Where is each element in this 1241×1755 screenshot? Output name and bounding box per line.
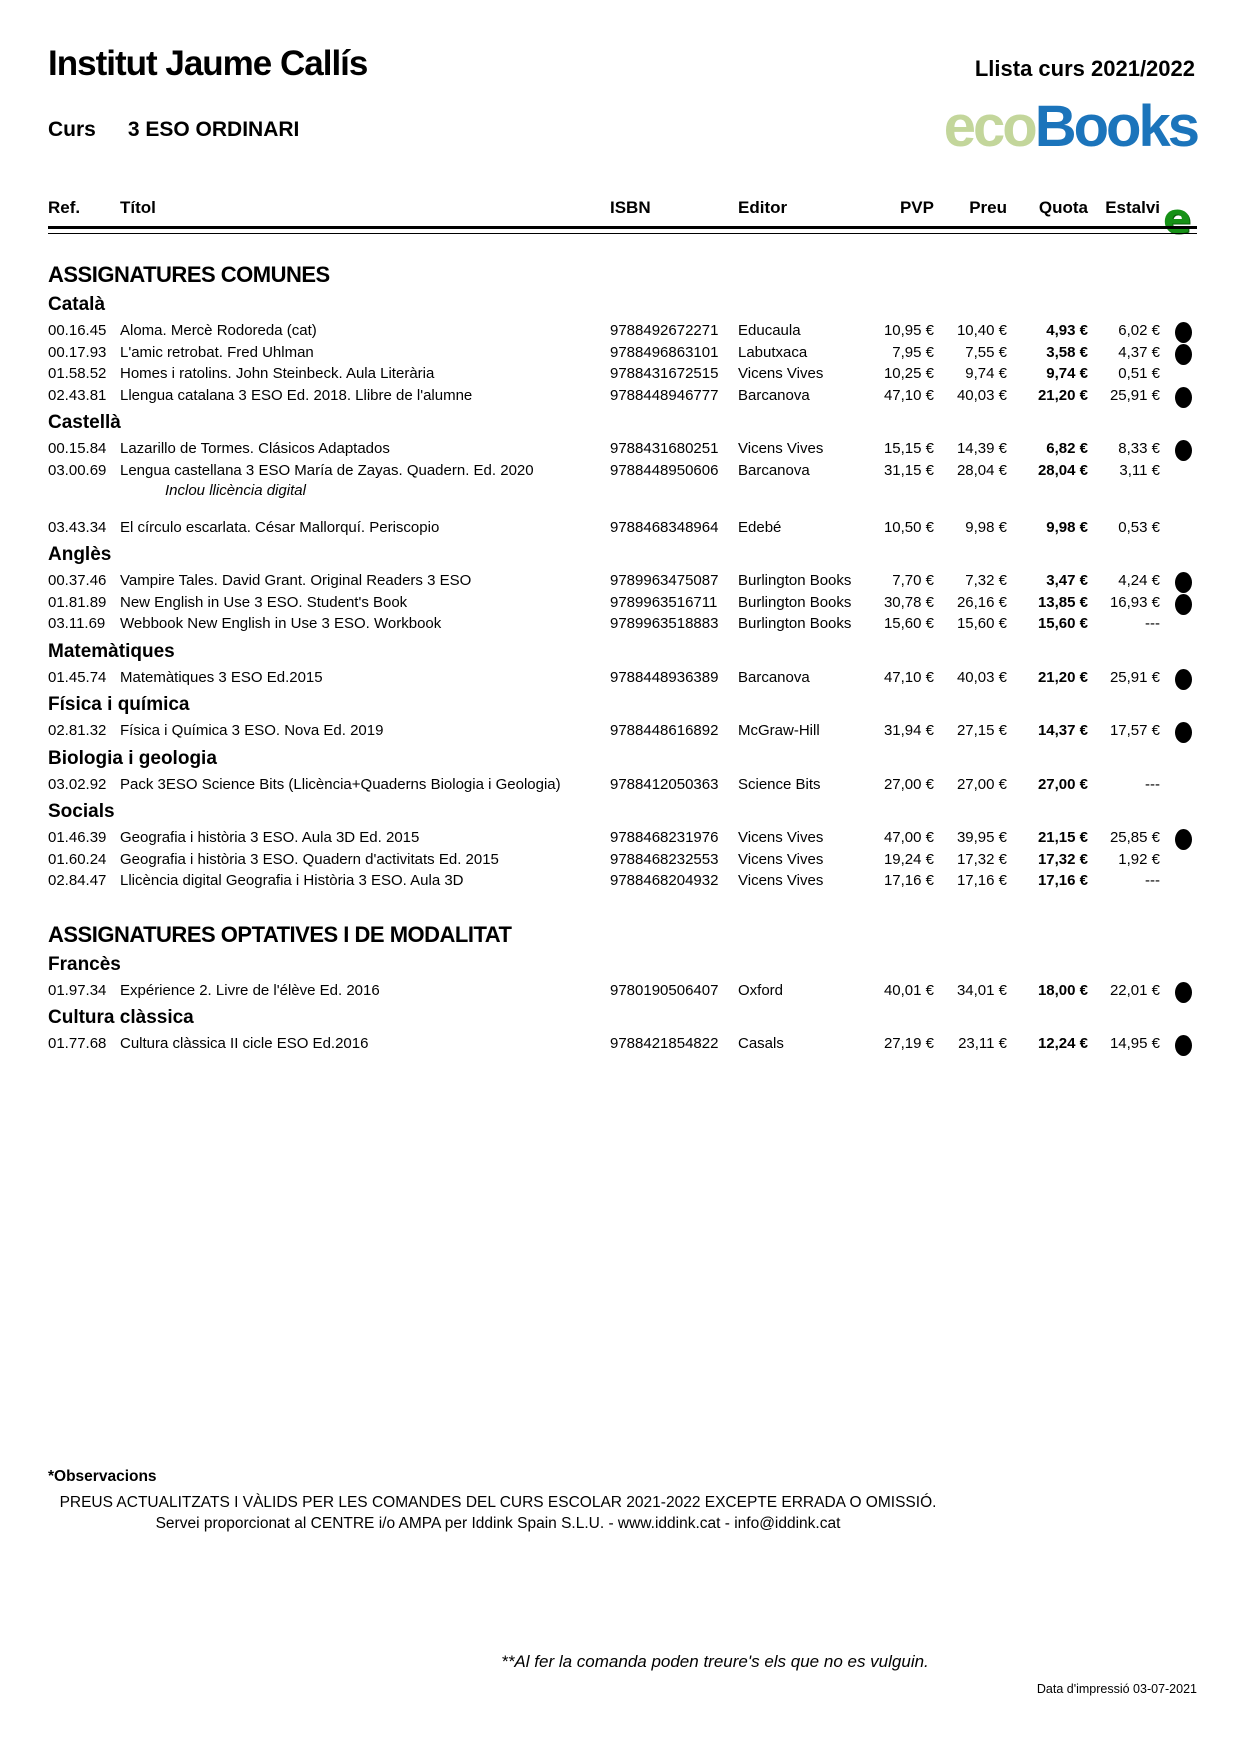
ref-cell: 00.37.46 bbox=[48, 572, 107, 589]
ref-cell: 02.43.81 bbox=[48, 386, 107, 404]
title-cell: Lengua castellana 3 ESO María de Zayas. Quadern. Ed. 2020 bbox=[120, 461, 534, 479]
column-header-preu: Preu bbox=[969, 198, 1007, 217]
ref-cell: 01.77.68 bbox=[48, 1035, 107, 1052]
editor-cell: Vicens Vives bbox=[738, 829, 824, 846]
column-header-isbn: ISBN bbox=[610, 198, 651, 217]
section-title: ASSIGNATURES OPTATIVES I DE MODALITAT bbox=[48, 921, 512, 947]
quota-cell: 18,00 € bbox=[1037, 981, 1088, 999]
preu-cell: 40,03 € bbox=[956, 386, 1007, 404]
title-cell: Geografia i història 3 ESO. Aula 3D Ed. 2015 bbox=[120, 829, 420, 846]
dot-icon bbox=[1175, 440, 1192, 461]
isbn-cell: 9789963518883 bbox=[610, 615, 719, 632]
dot-icon bbox=[1175, 982, 1192, 1003]
editor-cell: Barcanova bbox=[738, 668, 810, 686]
isbn-cell: 9788468204932 bbox=[610, 872, 719, 889]
isbn-cell: 9789963516711 bbox=[610, 593, 718, 611]
title-cell: Webbook New English in Use 3 ESO. Workbook bbox=[120, 615, 442, 632]
book-row bbox=[0, 438, 1241, 460]
title-cell: New English in Use 3 ESO. Student's Book bbox=[120, 593, 408, 611]
estalvi-cell: --- bbox=[1145, 775, 1160, 793]
dot-icon bbox=[1175, 1035, 1192, 1056]
editor-cell: Edebé bbox=[738, 518, 782, 536]
pvp-cell: 31,94 € bbox=[883, 722, 934, 739]
isbn-cell: 9788448616892 bbox=[610, 722, 719, 739]
quota-cell: 27,00 € bbox=[1037, 775, 1088, 793]
title-cell: Cultura clàssica II cicle ESO Ed.2016 bbox=[120, 1035, 369, 1052]
reusable-dot-indicator bbox=[1175, 387, 1193, 409]
estalvi-cell: 1,92 € bbox=[1118, 850, 1160, 868]
estalvi-cell: 6,02 € bbox=[1118, 322, 1160, 339]
preu-cell: 10,40 € bbox=[956, 322, 1007, 339]
dot-icon bbox=[1175, 387, 1192, 408]
footer-line-service: Servei proporcionat al CENTRE i/o AMPA per Iddink Spain S.L.U. - www.iddink.cat - info@iddink.cat bbox=[155, 1515, 841, 1532]
isbn-cell: 9788496863101 bbox=[610, 343, 719, 361]
estalvi-cell: 25,91 € bbox=[1109, 668, 1160, 686]
ecobooks-e-icon: e bbox=[1163, 194, 1192, 243]
preu-cell: 17,32 € bbox=[956, 850, 1007, 868]
title-cell: Vampire Tales. David Grant. Original Readers 3 ESO bbox=[120, 572, 472, 589]
subject-title: Català bbox=[48, 294, 106, 315]
title-cell: Llicència digital Geografia i Història 3 ESO. Aula 3D bbox=[120, 872, 464, 889]
isbn-cell: 9780190506407 bbox=[610, 981, 719, 999]
estalvi-cell: 22,01 € bbox=[1109, 981, 1160, 999]
quota-cell: 6,82 € bbox=[1046, 440, 1088, 457]
estalvi-cell: 16,93 € bbox=[1109, 593, 1160, 611]
column-header-pvp: PVP bbox=[899, 198, 934, 217]
pvp-cell: 47,00 € bbox=[883, 829, 934, 846]
ecobooks-logo-eco: eco bbox=[943, 94, 1035, 159]
subject-title: Anglès bbox=[48, 544, 112, 565]
preu-cell: 27,00 € bbox=[956, 775, 1007, 793]
quota-cell: 21,20 € bbox=[1037, 668, 1088, 686]
pvp-cell: 47,10 € bbox=[883, 386, 934, 404]
isbn-cell: 9788468348964 bbox=[610, 518, 719, 536]
isbn-cell: 9788448950606 bbox=[610, 461, 719, 479]
quota-cell: 9,98 € bbox=[1046, 518, 1088, 536]
book-row bbox=[0, 570, 1241, 592]
editor-cell: Burlington Books bbox=[738, 593, 852, 611]
preu-cell: 15,60 € bbox=[956, 615, 1007, 632]
isbn-cell: 9788431672515 bbox=[610, 365, 719, 382]
ref-cell: 00.17.93 bbox=[48, 343, 107, 361]
dot-icon bbox=[1175, 594, 1192, 615]
pvp-cell: 7,70 € bbox=[892, 572, 934, 589]
header-rule-thin bbox=[48, 233, 1197, 234]
book-row bbox=[0, 613, 1241, 635]
title-cell: Llengua catalana 3 ESO Ed. 2018. Llibre de l'alumne bbox=[120, 386, 473, 404]
title-cell: Homes i ratolins. John Steinbeck. Aula Literària bbox=[120, 365, 435, 382]
editor-cell: Burlington Books bbox=[738, 615, 852, 632]
column-header-titol: Títol bbox=[120, 198, 156, 217]
title-cell: Matemàtiques 3 ESO Ed.2015 bbox=[120, 668, 323, 686]
preu-cell: 7,32 € bbox=[965, 572, 1007, 589]
book-row bbox=[0, 342, 1241, 364]
isbn-cell: 9788492672271 bbox=[610, 322, 719, 339]
header-rule-thick bbox=[48, 226, 1197, 229]
subject-title: Matemàtiques bbox=[48, 640, 175, 662]
quota-cell: 17,32 € bbox=[1037, 850, 1088, 868]
title-cell: Lazarillo de Tormes. Clásicos Adaptados bbox=[120, 440, 390, 457]
editor-cell: Vicens Vives bbox=[738, 850, 824, 868]
estalvi-cell: 0,53 € bbox=[1118, 518, 1160, 536]
estalvi-cell: 25,91 € bbox=[1109, 386, 1160, 404]
preu-cell: 40,03 € bbox=[956, 668, 1007, 686]
ecobooks-logo bbox=[943, 94, 1197, 159]
column-header-quota: Quota bbox=[1038, 198, 1088, 217]
ref-cell: 03.02.92 bbox=[48, 775, 107, 793]
title-cell: Geografia i història 3 ESO. Quadern d'activitats Ed. 2015 bbox=[120, 850, 499, 868]
editor-cell: McGraw-Hill bbox=[738, 722, 820, 739]
editor-cell: Vicens Vives bbox=[738, 440, 824, 457]
reusable-dot-indicator bbox=[1175, 1035, 1193, 1057]
quota-cell: 17,16 € bbox=[1037, 872, 1088, 889]
pvp-cell: 31,15 € bbox=[883, 461, 934, 479]
pvp-cell: 10,25 € bbox=[883, 365, 934, 382]
estalvi-cell: --- bbox=[1145, 615, 1160, 632]
reusable-dot-indicator bbox=[1175, 722, 1193, 744]
book-row bbox=[0, 980, 1241, 1002]
isbn-cell: 9788448946777 bbox=[610, 386, 719, 404]
ref-cell: 01.45.74 bbox=[48, 668, 107, 686]
subject-title: Biologia i geologia bbox=[48, 747, 217, 769]
book-row bbox=[0, 774, 1241, 796]
quota-cell: 9,74 € bbox=[1046, 365, 1088, 382]
dot-icon bbox=[1175, 344, 1192, 365]
pvp-cell: 10,95 € bbox=[883, 322, 934, 339]
preu-cell: 14,39 € bbox=[956, 440, 1007, 457]
dot-icon bbox=[1175, 722, 1192, 743]
row-note-text: Inclou llicència digital bbox=[165, 482, 306, 499]
editor-cell: Casals bbox=[738, 1035, 784, 1052]
isbn-cell: 9788468232553 bbox=[610, 850, 719, 868]
quota-cell: 4,93 € bbox=[1046, 322, 1088, 339]
book-row bbox=[0, 870, 1241, 892]
preu-cell: 17,16 € bbox=[956, 872, 1007, 889]
estalvi-cell: 4,37 € bbox=[1118, 343, 1160, 361]
editor-cell: Vicens Vives bbox=[738, 872, 824, 889]
row-gap bbox=[0, 503, 1241, 517]
quota-cell: 14,37 € bbox=[1037, 722, 1088, 739]
ref-cell: 03.00.69 bbox=[48, 461, 107, 479]
preu-cell: 39,95 € bbox=[956, 829, 1007, 846]
title-cell: Aloma. Mercè Rodoreda (cat) bbox=[120, 322, 317, 339]
editor-cell: Oxford bbox=[738, 981, 784, 999]
table-header-row bbox=[0, 194, 1241, 243]
course-line bbox=[48, 118, 299, 142]
title-cell: Pack 3ESO Science Bits (Llicència+Quaderns Biologia i Geologia) bbox=[120, 775, 561, 793]
observations-label: *Observacions bbox=[48, 1468, 157, 1485]
column-header-editor: Editor bbox=[738, 198, 788, 217]
editor-cell: Barcanova bbox=[738, 461, 810, 479]
estalvi-cell: 8,33 € bbox=[1118, 440, 1160, 457]
estalvi-cell: --- bbox=[1145, 872, 1160, 889]
reusable-dot-indicator bbox=[1175, 669, 1193, 691]
preu-cell: 26,16 € bbox=[956, 593, 1007, 611]
course-label: Curs bbox=[48, 118, 96, 141]
editor-cell: Burlington Books bbox=[738, 572, 852, 589]
isbn-cell: 9788412050363 bbox=[610, 775, 719, 793]
book-row bbox=[0, 592, 1241, 614]
book-list-content bbox=[0, 240, 1241, 1055]
quota-cell: 21,15 € bbox=[1037, 829, 1088, 846]
quota-cell: 12,24 € bbox=[1037, 1035, 1088, 1052]
pvp-cell: 19,24 € bbox=[883, 850, 934, 868]
book-row bbox=[0, 517, 1241, 539]
ref-cell: 03.11.69 bbox=[48, 615, 106, 632]
book-row bbox=[0, 667, 1241, 689]
book-row bbox=[0, 385, 1241, 407]
subject-title: Castellà bbox=[48, 412, 121, 433]
ref-cell: 01.60.24 bbox=[48, 850, 107, 868]
pvp-cell: 47,10 € bbox=[883, 668, 934, 686]
estalvi-cell: 4,24 € bbox=[1118, 572, 1160, 589]
footer-line-prices: PREUS ACTUALITZATS I VÀLIDS PER LES COMANDES DEL CURS ESCOLAR 2021-2022 EXCEPTE ERRADA O OMISSIÓ. bbox=[59, 1494, 937, 1511]
book-row bbox=[0, 460, 1241, 482]
ecobooks-logo-books: Books bbox=[1034, 94, 1197, 159]
ref-cell: 01.46.39 bbox=[48, 829, 107, 846]
isbn-cell: 9789963475087 bbox=[610, 572, 719, 589]
ref-cell: 00.16.45 bbox=[48, 322, 107, 339]
isbn-cell: 9788468231976 bbox=[610, 829, 719, 846]
preu-cell: 9,74 € bbox=[965, 365, 1007, 382]
pvp-cell: 7,95 € bbox=[892, 343, 934, 361]
isbn-cell: 9788448936389 bbox=[610, 668, 719, 686]
preu-cell: 9,98 € bbox=[965, 518, 1007, 536]
book-row bbox=[0, 320, 1241, 342]
dot-icon bbox=[1175, 669, 1192, 690]
print-date: Data d'impressió 03-07-2021 bbox=[1036, 1682, 1197, 1696]
editor-cell: Science Bits bbox=[738, 775, 821, 793]
quota-cell: 3,47 € bbox=[1046, 572, 1088, 589]
editor-cell: Educaula bbox=[738, 322, 801, 339]
isbn-cell: 9788431680251 bbox=[610, 440, 719, 457]
quota-cell: 3,58 € bbox=[1046, 343, 1088, 361]
school-name: Institut Jaume Callís bbox=[48, 44, 368, 83]
book-row bbox=[0, 363, 1241, 385]
pvp-cell: 17,16 € bbox=[883, 872, 934, 889]
footer-legal-lines bbox=[48, 1492, 948, 1534]
book-row bbox=[0, 720, 1241, 742]
estalvi-cell: 17,57 € bbox=[1109, 722, 1160, 739]
estalvi-cell: 3,11 € bbox=[1119, 461, 1160, 479]
estalvi-cell: 25,85 € bbox=[1109, 829, 1160, 846]
pvp-cell: 10,50 € bbox=[883, 518, 934, 536]
course-value: 3 ESO ORDINARI bbox=[127, 118, 300, 141]
book-row bbox=[0, 1033, 1241, 1055]
title-cell: Expérience 2. Livre de l'élève Ed. 2016 bbox=[120, 981, 380, 999]
quota-cell: 13,85 € bbox=[1037, 593, 1088, 611]
title-cell: L'amic retrobat. Fred Uhlman bbox=[120, 343, 314, 361]
preu-cell: 23,11 € bbox=[958, 1035, 1007, 1052]
editor-cell: Labutxaca bbox=[738, 343, 808, 361]
book-row bbox=[0, 849, 1241, 871]
ref-cell: 02.81.32 bbox=[48, 722, 107, 739]
column-header-estalvi: Estalvi bbox=[1105, 198, 1160, 217]
ref-cell: 01.81.89 bbox=[48, 593, 107, 611]
preu-cell: 28,04 € bbox=[956, 461, 1007, 479]
dot-icon bbox=[1175, 572, 1192, 593]
list-title: Llista curs 2021/2022 bbox=[974, 56, 1195, 81]
quota-cell: 21,20 € bbox=[1037, 386, 1088, 404]
pvp-cell: 30,78 € bbox=[883, 593, 934, 611]
estalvi-cell: 14,95 € bbox=[1109, 1035, 1160, 1052]
pvp-cell: 15,60 € bbox=[883, 615, 934, 632]
ref-cell: 03.43.34 bbox=[48, 518, 107, 536]
subject-title: Cultura clàssica bbox=[48, 1007, 194, 1028]
dot-icon bbox=[1175, 829, 1192, 850]
ref-cell: 01.97.34 bbox=[48, 981, 107, 999]
section-title: ASSIGNATURES COMUNES bbox=[48, 262, 330, 287]
order-note: **Al fer la comanda poden treure's els que no es vulguin. bbox=[501, 1652, 929, 1671]
ref-cell: 02.84.47 bbox=[48, 872, 107, 889]
pvp-cell: 15,15 € bbox=[883, 440, 934, 457]
editor-cell: Barcanova bbox=[738, 386, 810, 404]
row-note bbox=[0, 481, 1241, 503]
pvp-cell: 27,19 € bbox=[883, 1035, 934, 1052]
dot-icon bbox=[1175, 322, 1192, 343]
subject-title: Socials bbox=[48, 801, 115, 822]
reusable-dot-indicator bbox=[1175, 982, 1193, 1004]
pvp-cell: 40,01 € bbox=[883, 981, 934, 999]
book-row bbox=[0, 827, 1241, 849]
subject-title: Francès bbox=[48, 953, 121, 975]
quota-cell: 15,60 € bbox=[1037, 615, 1088, 632]
title-cell: Física i Química 3 ESO. Nova Ed. 2019 bbox=[120, 722, 384, 739]
ref-cell: 01.58.52 bbox=[48, 365, 107, 382]
estalvi-cell: 0,51 € bbox=[1118, 365, 1160, 382]
subject-title: Física i química bbox=[48, 694, 190, 715]
ref-cell: 00.15.84 bbox=[48, 440, 107, 457]
preu-cell: 34,01 € bbox=[956, 981, 1007, 999]
column-header-ref: Ref. bbox=[48, 198, 81, 217]
editor-cell: Vicens Vives bbox=[738, 365, 824, 382]
preu-cell: 27,15 € bbox=[956, 722, 1007, 739]
pvp-cell: 27,00 € bbox=[883, 775, 934, 793]
quota-cell: 28,04 € bbox=[1037, 461, 1088, 479]
preu-cell: 7,55 € bbox=[965, 343, 1007, 361]
isbn-cell: 9788421854822 bbox=[610, 1035, 719, 1052]
title-cell: El círculo escarlata. César Mallorquí. Periscopio bbox=[120, 518, 440, 536]
